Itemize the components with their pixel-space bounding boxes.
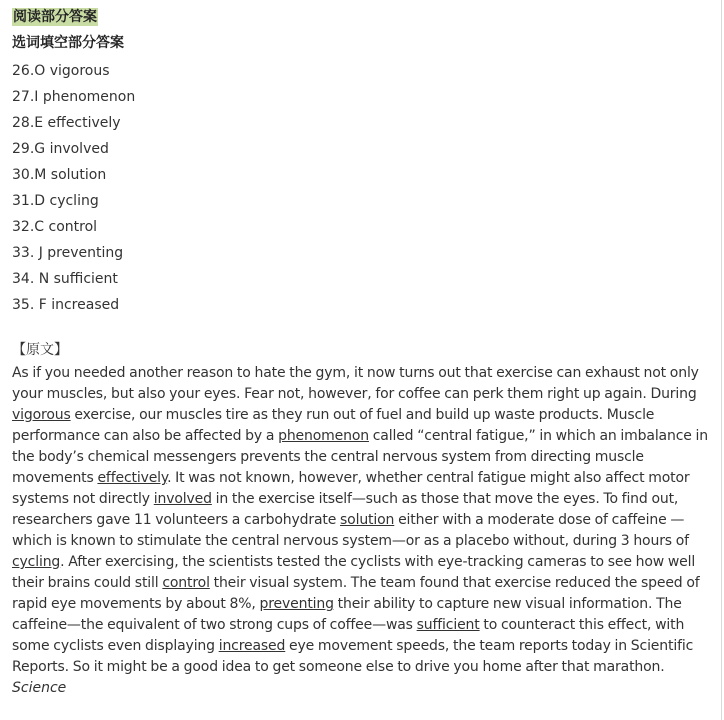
passage-text: in the exercise itself—such as those that move the eyes. To find out, researchers gave 11 volunteers a carbohydrate xyxy=(12,491,679,528)
passage-text: As if you needed another reason to hate the gym, it now turns out that exercise can exhaust not only your muscles, but also your eyes. Fear not, however, for coffee can perk them right up again. During xyxy=(12,365,699,402)
answer-word-underlined: effectively xyxy=(97,470,168,486)
answer-item: 35. F increased xyxy=(12,297,120,313)
passage-text: exercise, our muscles tire as they run out of fuel and build up waste products. Muscle performance can also be affected by a xyxy=(12,407,655,444)
answer-word-underlined: phenomenon xyxy=(278,428,369,444)
answer-word-underlined: preventing xyxy=(259,596,334,612)
passage-text: their ability to capture new visual information. The caffeine—the equivalent of two strong cups of coffee—was xyxy=(12,596,682,633)
answer-word-underlined: cycling xyxy=(12,554,61,570)
answer-item: 30.M solution xyxy=(12,167,107,183)
cloze-answers-title: 选词填空部分答案 xyxy=(12,35,124,51)
passage-text: . It was not known, however, whether central fatigue might also affect motor systems not directly xyxy=(12,470,690,507)
answer-item: 29.G involved xyxy=(12,141,109,157)
passage-text: their visual system. The team found that exercise reduced the speed of rapid eye movements by about 8%, xyxy=(12,575,700,612)
original-passage xyxy=(12,363,712,678)
answer-word-underlined: increased xyxy=(218,638,286,654)
answer-item: 27.I phenomenon xyxy=(12,89,136,105)
passage-text: either with a moderate dose of caffeine —which is known to stimulate the central nervous system—or as a placebo without, during 3 hours of xyxy=(12,512,689,549)
answer-word-underlined: involved xyxy=(153,491,212,507)
passage-text: . After exercising, the scientists tested the cyclists with eye-tracking cameras to see how well their brains could still xyxy=(12,554,696,591)
original-text-heading: 【原文】 xyxy=(12,342,68,358)
reading-answers-title: 阅读部分答案 xyxy=(13,9,97,25)
answer-word-underlined: control xyxy=(162,575,210,591)
answer-word-underlined: solution xyxy=(340,512,395,528)
source-attribution: Science xyxy=(12,680,67,696)
passage-text: to counteract this effect, with some cyclists even displaying xyxy=(12,617,685,654)
answer-word-underlined: vigorous xyxy=(12,407,71,423)
answer-item: 33. J preventing xyxy=(12,245,124,261)
answer-item: 28.E effectively xyxy=(12,115,121,131)
passage-text: called “central fatigue,” in which an imbalance in the body’s chemical messengers prevents the central nervous system from directing muscle movements xyxy=(12,428,708,486)
answer-item: 31.D cycling xyxy=(12,193,99,209)
passage-text: eye movement speeds, the team reports today in Scientific Reports. So it might be a good idea to get someone else to drive you home after that marathon. xyxy=(12,638,694,675)
answer-list xyxy=(12,58,721,318)
answer-item: 26.O vigorous xyxy=(12,63,110,79)
answer-item: 34. N sufficient xyxy=(12,271,118,287)
answer-word-underlined: sufficient xyxy=(416,617,480,633)
answer-item: 32.C control xyxy=(12,219,98,235)
